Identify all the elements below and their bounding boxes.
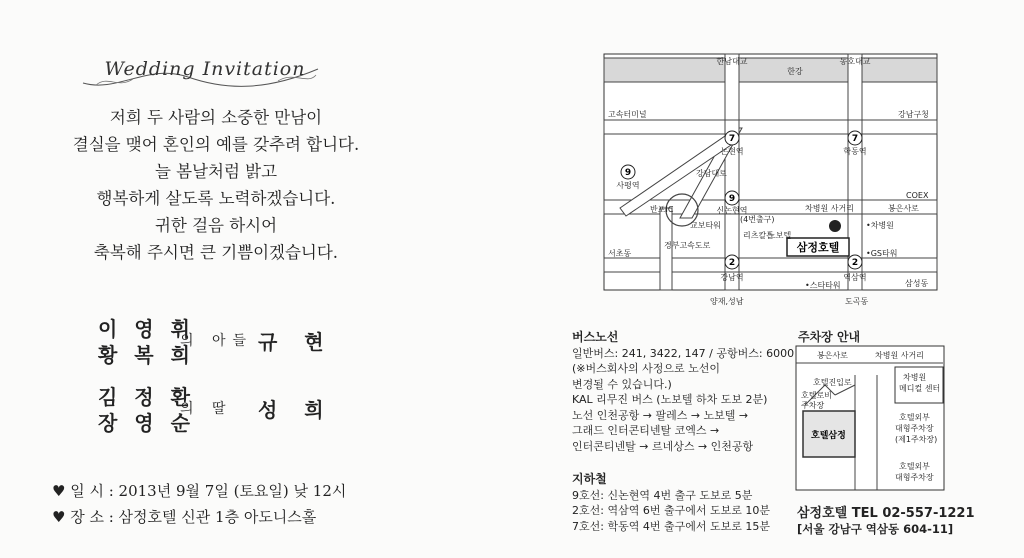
- message-line: 귀한 걸음 하시어: [154, 216, 278, 235]
- map-label-coex: COEX: [906, 191, 929, 200]
- event-info: [52, 478, 346, 530]
- line7-badge: 7: [851, 134, 859, 144]
- map-label-samsung: 삼성동: [905, 279, 929, 288]
- map-label-sinnonhyeon: 신논현역: [716, 206, 748, 215]
- parking-bongeun: 봉은사로: [817, 351, 848, 360]
- bride-father: 김 정 환: [98, 385, 195, 409]
- map-label-nonhyeon: 논현역: [720, 147, 744, 156]
- line7-badge: 7: [728, 134, 736, 144]
- message-line: 행복하게 살도록 노력하겠습니다.: [96, 189, 336, 208]
- map-label-hangang: 한강: [787, 67, 803, 76]
- map-label-startower: •스타타워: [805, 281, 841, 290]
- parking-medical2: 메디컬 센터: [899, 384, 941, 393]
- subway-line: 7호선: 학동역 4번 출구에서 도보로 15분: [572, 519, 770, 533]
- invitation-message: [30, 104, 402, 266]
- parking-outside2: 대형주차장: [895, 424, 934, 433]
- map-label-gstower: •GS타워: [866, 249, 898, 258]
- groom-name: 규 현: [258, 330, 334, 354]
- parking-hotel: 호텔삼정: [811, 431, 846, 441]
- bus-title: 버스노선: [572, 330, 619, 344]
- bus-line: KAL 리무진 버스 (노보텔 하차 도보 2분): [572, 393, 768, 406]
- bus-line: 인터콘티넨탈 → 르네상스 → 인천공항: [572, 439, 754, 453]
- parking-medical: 차병원: [903, 373, 927, 382]
- script-title: Wedding Invitation: [104, 58, 306, 80]
- subway-line: 2호선: 역삼역 6번 출구에서 도보로 10분: [572, 504, 770, 517]
- subway-line: 9호선: 신논현역 4번 출구 도보로 5분: [572, 488, 753, 502]
- transport-info: [572, 330, 797, 534]
- map-label-ritz: 리츠칼튼: [743, 231, 774, 240]
- bus-line: (※버스회사의 사정으로 노선이: [572, 362, 721, 375]
- map-label-dogok: 도곡동: [845, 297, 869, 306]
- bus-line: 변경될 수 있습니다.): [572, 377, 672, 391]
- bus-line: 일반버스: 241, 3422, 147 / 공항버스: 6000: [572, 346, 795, 360]
- map-label-gyobo: 교보타워: [690, 221, 721, 230]
- place-line: ♥ 장 소 : 삼정호텔 신관 1층 아도니스홀: [52, 508, 317, 526]
- bus-line: 그래드 인터콘티넨탈 코엑스 →: [572, 424, 720, 437]
- parking-outside5: 대형주차장: [895, 473, 934, 482]
- line9-badge: 9: [624, 168, 632, 178]
- map-label-junction: 차병원 사거리: [805, 204, 854, 213]
- parking-entrance: 호텔진입로: [813, 378, 852, 387]
- map-label-terminal: 고속터미널: [608, 110, 647, 119]
- contact-line: 삼정호텔 TEL 02-557-1221: [797, 506, 975, 521]
- parking-outside: 호텔외부: [899, 413, 930, 422]
- groom-relation: 의 아들: [180, 333, 254, 349]
- message-line: 늘 봄날처럼 밝고: [154, 162, 278, 181]
- message-line: 축복해 주시면 큰 기쁨이겠습니다.: [93, 243, 339, 262]
- parking-diagram: [795, 345, 947, 493]
- map-label-novotel: 노보텔: [768, 231, 792, 240]
- map-label-banpo: 반포IC: [650, 205, 674, 214]
- map-label-gangnamdaero: 강남대로: [696, 169, 727, 178]
- parking-outside4: 호텔외부: [899, 462, 930, 471]
- map-label-gangnam: 강남역: [720, 273, 744, 282]
- line2-badge: 2: [851, 258, 859, 268]
- map-label-yangjae: 양재,성남: [710, 297, 744, 306]
- map-label-sapyeong: 사평역: [616, 181, 640, 190]
- map-label-gangnamgu: 강남구청: [898, 110, 929, 119]
- invitation-panel: [0, 0, 500, 558]
- map-label-gyeongbu: 경부고속도로: [664, 241, 711, 250]
- bus-line: 노선 인천공항 → 팔레스 → 노보텔 →: [572, 408, 749, 422]
- parking-title: 주차장 안내: [798, 330, 861, 344]
- subway-title: 지하철: [572, 472, 607, 486]
- line9-badge: 9: [728, 194, 736, 204]
- parking-lobby: 호텔로비: [801, 391, 832, 400]
- map-label-chabyeong: •차병원: [866, 221, 894, 230]
- bride-name: 성 희: [258, 398, 334, 422]
- map-hotel-label: 삼정호텔: [796, 241, 840, 254]
- message-line: 저희 두 사람의 소중한 만남이: [109, 108, 323, 127]
- groom-father: 이 영 휘: [98, 317, 195, 341]
- map-label-hannam: 한남대교: [716, 57, 748, 66]
- map-label-hakdong: 학동역: [843, 147, 867, 156]
- river: [604, 58, 937, 82]
- location-map: [600, 48, 940, 310]
- hotel-marker: [829, 220, 841, 232]
- map-label-yeoksam: 역삼역: [843, 273, 867, 282]
- contact-address: [서울 강남구 역삼동 604-11]: [797, 522, 954, 536]
- bride-mother: 장 영 순: [98, 411, 195, 435]
- parking-outside3: (제1주차장): [895, 435, 938, 444]
- parking-lobby2: 주차장: [801, 401, 825, 410]
- date-line: ♥ 일 시 : 2013년 9월 7일 (토요일) 낮 12시: [52, 482, 347, 500]
- line2-badge: 2: [728, 258, 736, 268]
- bride-relation: 의 딸: [180, 401, 233, 417]
- parking-junction: 차병원 사거리: [875, 351, 924, 360]
- message-line: 결실을 맺어 혼인의 예를 갖추려 합니다.: [72, 135, 360, 154]
- groom-mother: 황 복 희: [98, 343, 195, 367]
- map-label-seocho: 서초동: [608, 249, 632, 258]
- map-label-dongho: 동호대교: [839, 57, 871, 66]
- map-label-bongeun: 봉은사로: [888, 204, 919, 213]
- map-label-exit4: (4번출구): [740, 215, 775, 224]
